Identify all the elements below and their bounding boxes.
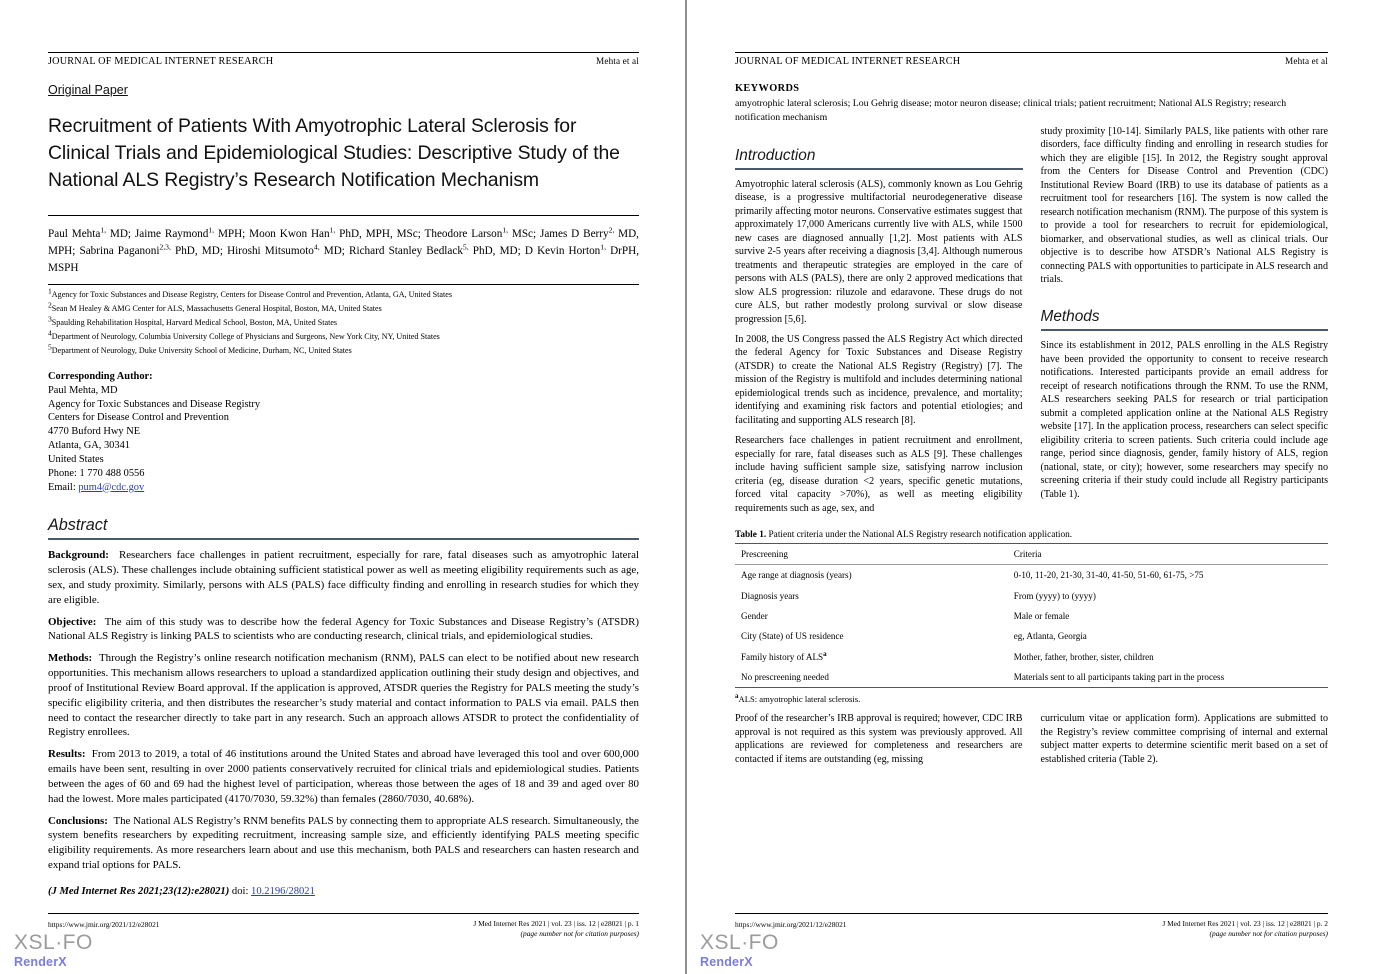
footer-citation-2: J Med Internet Res 2021 | vol. 23 | iss. 12 | e28021 | p. 2 (1162, 918, 1328, 928)
body-paragraph: study proximity [10-14]. Similarly PALS, like patients with other rare disorders, face difficulty finding and enrolling in research studies for which they are eligible [15]. In 2012, the Registry sought approval from the Centers for Disease Control and Prevention (CDC) Institutional Review Board (IRB) to use its database of patients as a recruitment tool for researchers [16]. The system is now called the research notification mechanism (RNM). The purpose of this system is to provide a tool for researchers to recruit for epidemiological, biomarker, and observational studies, as well as clinical trials. Our objective is to describe how ATSDR’s National ALS Registry is connecting PALS with opportunities to participate in ALS research and trials. (1040, 125, 1328, 285)
doi-link[interactable]: 10.2196/28021 (251, 885, 315, 897)
abstract-section: Conclusions: The National ALS Registry’s RNM benefits PALS by connecting them to appropriate ALS research. Simultaneously, the system benefits researchers by expediting recruitment, increasing sample size, and efficiently identifying PALS meeting specific eligibility requirements. As more researchers learn about and use this mechanism, both PALS and researchers can hasten research and expand trial options for PALS. (48, 814, 639, 872)
running-head (48, 52, 639, 67)
abstract-section-label: Methods: (48, 652, 93, 665)
table-cell: City (State) of US residence (741, 631, 844, 642)
corresponding-author-line: Phone: 1 770 488 0556 (48, 467, 145, 479)
footnote-marker: a (735, 692, 739, 701)
footer-url-2: https://www.jmir.org/2021/12/e28021 (735, 919, 847, 929)
title-divider (48, 215, 639, 216)
corresponding-author-line: 4770 Buford Hwy NE (48, 426, 141, 438)
introduction-heading: Introduction (735, 146, 816, 164)
pdf-page-2 (686, 0, 1374, 974)
email-link[interactable]: pum4@cdc.gov (78, 481, 145, 493)
corresponding-author-line: United States (48, 453, 104, 465)
introduction-left-paragraphs (735, 178, 1023, 515)
methods-heading-rule (1041, 329, 1329, 331)
bottom-right-column (1041, 712, 1329, 773)
abstract-section-label: Background: (48, 549, 109, 562)
footer-citation-block (473, 919, 639, 940)
corresponding-author-line: Atlanta, GA, 30341 (48, 440, 130, 452)
table-row (735, 647, 1328, 667)
table-1-footnote (735, 694, 1328, 704)
xsl-fo-label: XSL·FO (14, 930, 93, 954)
page-1-footer (48, 913, 639, 940)
abstract-section: Methods: Through the Registry’s online research notification mechanism (RNM), PALS can elect to be notified about new research opportunities. This mechanism allows researchers to upload a standardized application outlining their study design and objectives, and proof of Institutional Review Board approval. If the application is approved, ATSDR queries the Registry for PALS meeting the study’s specific eligibility criteria, and then distributes the researcher’s study material and contact information to PALS via email. PALS then need to contact the researcher directly to take part in any research. Such an approach allows ATSDR to protect the confidentiality of Registry enrollees. (48, 652, 639, 739)
corresponding-author-line: Agency for Toxic Substances and Disease Registry (48, 398, 261, 410)
corresponding-author-line: Centers for Disease Control and Prevention (48, 412, 229, 424)
right-column (1041, 125, 1329, 522)
affiliation-item: $^5$Department of Neurology, Duke University School of Medicine, Durham, NC, United States (48, 342, 352, 355)
introduction-right-paragraphs (1041, 125, 1329, 287)
affiliation-item: $^2$Sean M Healey & AMG Center for ALS, Massachusetts General Hospital, Boston, MA, United States (48, 300, 382, 314)
abstract-section-label: Conclusions: (48, 814, 108, 827)
table-row (735, 626, 1328, 646)
table-body (735, 565, 1328, 688)
author-list: Paul Mehta$^{1,}$ MD; Jaime Raymond$^{1,}$ MPH; Moon Kwon Han$^{1,}$ PhD, MPH, MSc; Theodore Larson$^{1,}$ MSc; James D Berry$^{2,}$ MD, MPH; Sabrina Paganoni$^{2,3,}$ PhD, MD; Hiroshi Mitsumoto$^{4,}$ MD; Richard Stanley Bedlack$^{5,}$ PhD, MD; D Kevin Horton$^{1,}$ DrPH, MSPH (48, 225, 640, 275)
table-1-caption (735, 530, 1328, 540)
running-head-author-2: Mehta et al (1285, 56, 1328, 66)
renderx-label: RenderX (14, 954, 67, 969)
corresponding-author-heading: Corresponding Author: (48, 370, 153, 382)
table-cell: Age range at diagnosis (years) (741, 570, 852, 581)
affiliation-item: $^4$Department of Neurology, Columbia University College of Physicians and Surgeons, New York City, NY, United States (48, 328, 440, 342)
renderx-logo-page-1 (14, 932, 93, 969)
affiliation-item: $^1$Agency for Toxic Substances and Disease Registry, Centers for Disease Control and Prevention, Atlanta, GA, United States (48, 286, 453, 300)
abstract-section: Background: Researchers face challenges in patient recruitment, especially for rare, fatal diseases such as amyotrophic lateral sclerosis (ALS). These challenges include obtaining sufficient statistical power as well as meeting eligibility requirements such as age, sex, and study proximity. Similarly, persons with ALS (PALS) face difficulty finding and enrolling in research studies for which they are eligible. (48, 549, 639, 606)
email-label: Email: (48, 481, 76, 493)
table-1 (735, 543, 1328, 688)
table-cell: 0-10, 11-20, 21-30, 31-40, 41-50, 51-60, 61-75, >75 (1013, 570, 1204, 581)
table-1-caption-text: Patient criteria under the National ALS Registry research notification application. (768, 530, 1073, 541)
keywords-text: amyotrophic lateral sclerosis; Lou Gehrig disease; motor neuron disease; clinical trials; patient recruitment; National ALS Registry; research notification mechanism (735, 98, 1287, 123)
body-paragraph: Researchers face challenges in patient recruitment and enrollment, especially for rare, fatal diseases such as ALS [9]. These challenges include having sufficient sample size, satisfying narrow inclusion criteria (eg, disease duration <2 years, specific genetic mutations, forced vital capacity >70%), as well as meeting eligibility requirements such as age, sex, and (735, 435, 1023, 514)
renderx-label-2: RenderX (700, 954, 753, 969)
corresponding-author-line: Paul Mehta, MD (48, 384, 118, 396)
table-column-header: Criteria (1008, 544, 1328, 565)
table-row (735, 585, 1328, 605)
body-paragraph: In 2008, the US Congress passed the ALS Registry Act which directed the federal Agency for Toxic Substances and Disease Registry (ATSDR) to create the National ALS Registry (Registry) [7]. The mission of the Registry is multifold and includes determining national epidemiological trends such as incidence, prevalence, and mortality; identifying and examining risk factors and potential etiologies; and facilitating and supporting ALS research [8]. (735, 333, 1023, 426)
footer-note: (page number not for citation purposes) (520, 929, 639, 939)
corresponding-author-block (48, 370, 639, 494)
doi-label: doi: (231, 885, 249, 897)
introduction-heading-rule (735, 168, 1023, 170)
table-cell: eg, Atlanta, Georgia (1013, 631, 1087, 642)
bottom-two-column (735, 712, 1328, 773)
abstract-section-label: Results: (48, 748, 86, 761)
footer-note-2: (page number not for citation purposes) (1209, 929, 1328, 939)
table-cell: Mother, father, brother, sister, children (1013, 651, 1154, 662)
citation-text: (J Med Internet Res 2021;23(12):e28021) (48, 885, 230, 897)
article-type-label: Original Paper (48, 83, 128, 97)
abstract-section: Objective: The aim of this study was to describe how the federal Agency for Toxic Substances and Disease Registry’s (ATSDR) National ALS Registry is linking PALS to scientists who are conducting research, clinical trials, and epidemiological studies. (48, 615, 639, 643)
page-2-footer (735, 913, 1328, 940)
left-column (735, 125, 1023, 522)
corresponding-author-lines (48, 384, 639, 481)
table-cell: From (yyyy) to (yyyy) (1013, 590, 1096, 601)
running-head-2 (735, 52, 1328, 67)
footer-citation: J Med Internet Res 2021 | vol. 23 | iss. 12 | e28021 | p. 1 (473, 918, 639, 928)
body-paragraph: Since its establishment in 2012, PALS enrolling in the ALS Registry have been provided the opportunity to consent to receive research notifications. Interested participants provide an email address for receipt of research notifications through the RNM. To use the RNM, ALS researchers seeking PALS for research or trial participation submit a completed application online at the National ALS Registry website [17]. In the application process, researchers can select specific eligibility criteria to screen patients. Such criteria could include age range, period since diagnosis, gender, family history of ALS, region (national, state, or city); however, some researchers may specify no screening criteria if their study could include all Registry participants (Table 1). (1040, 340, 1328, 500)
corresponding-author-email-line (48, 481, 639, 495)
table-cell: Family history of ALS$^a$ (741, 649, 827, 662)
footer-citation-block-2 (1162, 919, 1328, 940)
table-cell: Gender (741, 611, 768, 621)
running-head-journal: JOURNAL OF MEDICAL INTERNET RESEARCH (48, 56, 274, 67)
table-row (735, 606, 1328, 626)
table-1-caption-label: Table 1. (735, 530, 767, 541)
two-column-body (735, 125, 1328, 522)
running-head-journal-2: JOURNAL OF MEDICAL INTERNET RESEARCH (735, 56, 961, 67)
abstract-heading-rule (48, 538, 639, 540)
bottom-left-column (735, 712, 1023, 773)
xsl-fo-label-2: XSL·FO (700, 930, 779, 954)
body-paragraph: Amyotrophic lateral sclerosis (ALS), commonly known as Lou Gehrig disease, is a progressive multifactorial neurodegenerative disease primarily affecting motor neurons. Conservative estimates suggest that approximately 17,000 Americans currently live with ALS, while 1500 new cases are diagnosed annually [1,2]. Most patients with ALS survive 2-5 years after receiving a diagnosis [3,4]. Although numerous treatments and therapeutic strategies are employed in the care of persons with ALS (PALS), there are only 2 approved medications that slow ALS progression: riluzole and edaravone. These drugs do not cure ALS, but rather modestly prolong survival or slow disease progression [5,6]. (735, 178, 1023, 325)
table-cell: No prescreening needed (735, 667, 1008, 688)
renderx-logo-page-2 (700, 932, 779, 969)
bottom-right-paragraph: curriculum vitae or application form). Applications are submitted to the Registry’s review committee comprising of internal and external subject matter experts to determine scientific merit based on a set of established criteria (Table 2). (1040, 713, 1328, 765)
table-column-header: Prescreening (735, 544, 1008, 565)
table-row (735, 667, 1328, 688)
table-cell: Diagnosis years (741, 590, 799, 601)
article-citation (48, 886, 639, 897)
abstract-heading: Abstract (48, 516, 108, 535)
abstract-section-label: Objective: (48, 615, 97, 628)
bottom-left-paragraph: Proof of the researcher’s IRB approval is required; however, CDC IRB approval is not required as this system was previously approved. All applications are reviewed for completeness and researchers are contacted if items are outstanding (eg, missing (735, 713, 1023, 765)
methods-paragraphs (1041, 339, 1329, 501)
table-cell: Materials sent to all participants taking part in the process (1008, 667, 1328, 688)
footer-url: https://www.jmir.org/2021/12/e28021 (48, 919, 160, 929)
affiliation-list (48, 288, 639, 358)
page-title: Recruitment of Patients With Amyotrophic Lateral Sclerosis for Clinical Trials and Epidemiological Studies: Descriptive Study of the National ALS Registry’s Research Notification Mechanism (48, 115, 620, 191)
keywords-heading: KEYWORDS (735, 83, 800, 94)
table-cell: Male or female (1013, 611, 1070, 621)
pdf-page-1 (0, 0, 686, 974)
abstract-body (48, 548, 639, 873)
abstract-section: Results: From 2013 to 2019, a total of 46 institutions around the United States and abroad have leveraged this tool and over 600,000 emails have been sent, resulting in over 2000 patients conservatively recruited for clinical trials and epidemiological studies. Patients between the ages of 60 and 69 had the highest level of participation, whereas those between the ages of 18 and 39 and aged over 80 had the lowest. More males participated (4170/7030, 59.32%) than females (2860/7030, 40.68%). (48, 748, 639, 805)
table-block (735, 530, 1328, 704)
methods-heading: Methods (1040, 308, 1100, 326)
table-row (735, 565, 1328, 586)
running-head-author: Mehta et al (596, 56, 639, 66)
affiliation-item: $^3$Spaulding Rehabilitation Hospital, Harvard Medical School, Boston, MA, United States (48, 314, 338, 328)
table-header-row (735, 544, 1328, 565)
affiliation-divider (48, 284, 639, 285)
footnote-text: ALS: amyotrophic lateral sclerosis. (738, 694, 861, 705)
